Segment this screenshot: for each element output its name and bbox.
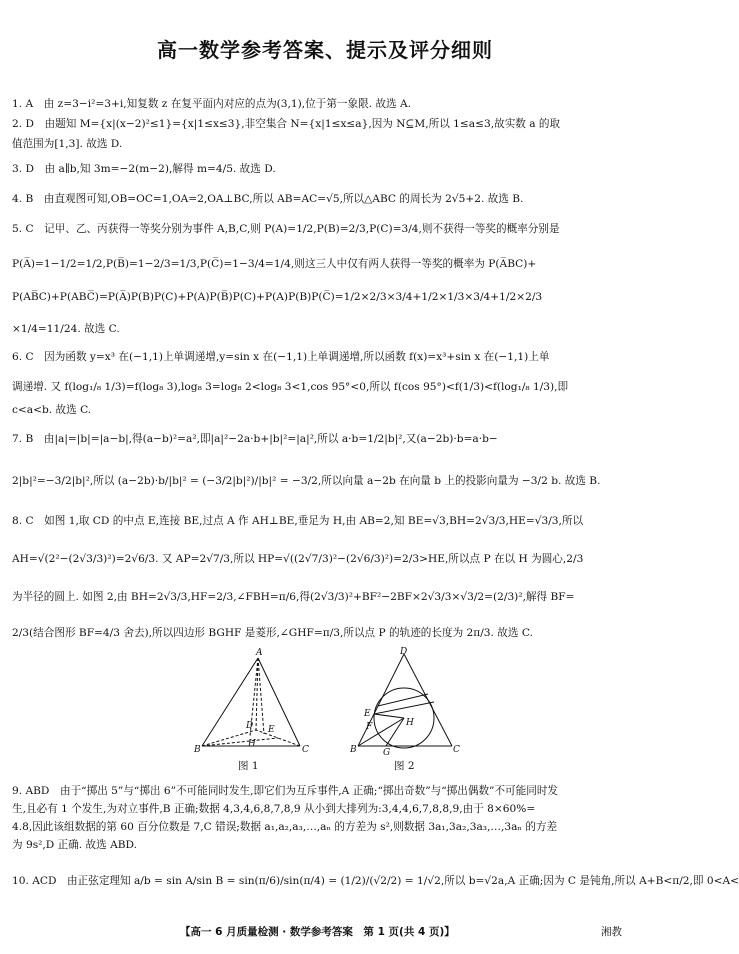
text-line: P(AB̅C)+P(ABC̅)=P(A̅)P(B)P(C)+P(A)P(B̅)P(C)+P(A)P(B)P(C̅)=1/2×2/3×3/4+1/2×1/3×3/4+1/2×2/3: [12, 291, 543, 303]
text-line: 调递增. 又 f(log₁/₈ 1/3)=f(log₈ 3),log₈ 3=log₈ 2<log₈ 3<1,cos 95°<0,所以 f(cos 95°)<f(1/3)<f(log₁/₈ 1/3),即: [12, 381, 569, 393]
text-line: 为 9s²,D 正确. 故选 ABD.: [12, 839, 138, 851]
fig2-label: F: [366, 722, 373, 732]
footer-right: 湘教: [601, 926, 622, 938]
figure-1-tetrahedron: [192, 646, 312, 758]
figure-2-circle: [348, 646, 463, 758]
text-line: 2/3(结合图形 BF=4/3 舍去),所以四边形 BGHF 是菱形,∠GHF=π/3,所以点 P 的轨迹的长度为 2π/3. 故选 C.: [12, 627, 533, 639]
footer-center: 【高一 6 月质量检测 · 数学参考答案 第 1 页(共 4 页)】: [180, 926, 455, 938]
text-line: 9. ABD 由于“掷出 5”与“掷出 6”不可能同时发生,即它们为互斥事件,A 正确;“掷出奇数”与“掷出偶数”不可能同时发: [12, 785, 559, 797]
text-line: 7. B 由|a|=|b|=|a−b|,得(a−b)²=a²,即|a|²−2a·b+|b|²=|a|²,所以 a·b=1/2|b|²,又(a−2b)·b=a·b−: [12, 433, 498, 445]
text-line: 6. C 因为函数 y=x³ 在(−1,1)上单调递增,y=sin x 在(−1,1)上单调递增,所以函数 f(x)=x³+sin x 在(−1,1)上单: [12, 351, 550, 363]
text-line: 2|b|²=−3/2|b|²,所以 (a−2b)·b/|b|² = (−3/2|b|²)/|b|² = −3/2,所以向量 a−2b 在向量 b 上的投影向量为 −3/2 b. 故选 B.: [12, 475, 601, 487]
fig2-label: H: [406, 718, 414, 728]
fig1-label: C: [302, 745, 309, 755]
text-line: 4.8,因此该组数据的第 60 百分位数是 7,C 错误;数据 a₁,a₂,a₃,…,aₙ 的方差为 s²,则数据 3a₁,3a₂,3a₃,…,3aₙ 的方差: [12, 821, 558, 833]
fig1-label: E: [268, 725, 275, 735]
fig1-label: A: [256, 648, 263, 658]
fig2-label: C: [453, 745, 460, 755]
page-title: 高一数学参考答案、提示及评分细则: [157, 38, 493, 62]
fig2-label: G: [383, 748, 391, 758]
text-line: P(A̅)=1−1/2=1/2,P(B̅)=1−2/3=1/3,P(C̅)=1−3/4=1/4,则这三人中仅有两人获得一等奖的概率为 P(A̅BC)+: [12, 258, 537, 270]
text-line: 为半径的圆上. 如图 2,由 BH=2√3/3,HF=2/3,∠FBH=π/6,得(2√3/3)²+BF²−2BF×2√3/3×√3/2=(2/3)²,解得 BF=: [12, 591, 575, 603]
text-line: 生,且必有 1 个发生,为对立事件,B 正确;数据 4,3,4,6,8,7,8,9 从小到大排列为:3,4,4,6,7,8,8,9,由于 8×60%=: [12, 803, 536, 815]
text-line: ×1/4=11/24. 故选 C.: [12, 323, 120, 335]
text-line: AH=√(2²−(2√3/3)²)=2√6/3. 又 AP=2√7/3,所以 HP=√((2√7/3)²−(2√6/3)²)=2/3>HE,所以点 P 在以 H 为圆心,2/3: [12, 553, 584, 565]
text-line: 1. A 由 z=3−i²=3+i,知复数 z 在复平面内对应的点为(3,1),位于第一象限. 故选 A.: [12, 98, 412, 110]
fig2-label: B: [350, 745, 357, 755]
figure-1-caption: 图 1: [238, 760, 259, 772]
text-line: 2. D 由题知 M={x|(x−2)²≤1}={x|1≤x≤3},非空集合 N={x|1≤x≤a},因为 N⊆M,所以 1≤a≤3,故实数 a 的取: [12, 118, 561, 130]
fig1-label: D: [246, 721, 254, 731]
fig1-label: B: [194, 745, 201, 755]
text-line: 10. ACD 由正弦定理知 a/b = sin A/sin B = sin(π/6)/sin(π/4) = (1/2)/(√2/2) = 1/√2,所以 b=√2a,A 正确;因为 C 是钝角,所以 A+B<π/2,即 0<A<: [12, 875, 739, 887]
text-line: 8. C 如图 1,取 CD 的中点 E,连接 BE,过点 A 作 AH⊥BE,垂足为 H,由 AB=2,知 BE=√3,BH=2√3/3,HE=√3/3,所以: [12, 515, 584, 527]
fig2-label: E: [364, 709, 371, 719]
text-line: 值范围为[1,3]. 故选 D.: [12, 138, 123, 150]
text-line: 3. D 由 a∥b,知 3m=−2(m−2),解得 m=4/5. 故选 D.: [12, 163, 276, 175]
text-line: 4. B 由直观图可知,OB=OC=1,OA=2,OA⊥BC,所以 AB=AC=√5,所以△ABC 的周长为 2√5+2. 故选 B.: [12, 193, 524, 205]
text-line: c<a<b. 故选 C.: [12, 404, 92, 416]
fig1-label: H: [248, 739, 256, 749]
figure-2-caption: 图 2: [394, 760, 415, 772]
fig2-label: D: [400, 647, 408, 657]
text-line: 5. C 记甲、乙、丙获得一等奖分别为事件 A,B,C,则 P(A)=1/2,P(B)=2/3,P(C)=3/4,则不获得一等奖的概率分别是: [12, 223, 560, 235]
